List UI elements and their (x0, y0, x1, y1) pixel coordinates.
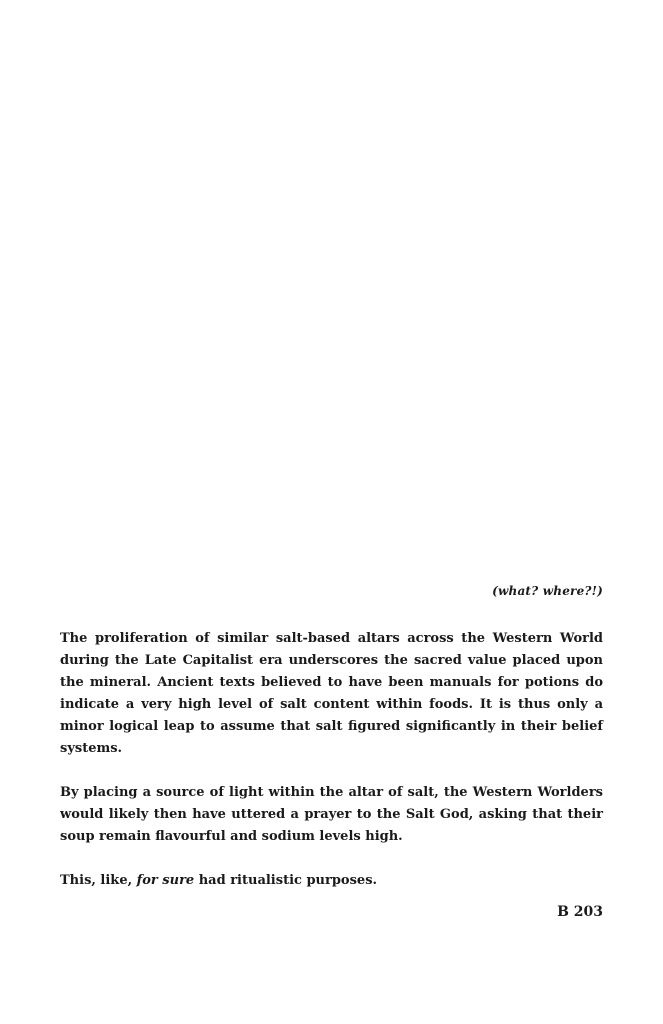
paragraph-2: By placing a source of light within the altar of salt, the Western Worlders would likely then have uttered a prayer to the Salt God, asking that their soup remain flavourful and sodium levels high. (60, 785, 603, 844)
page-number: B 203 (557, 904, 603, 920)
image-caption: (what? where?!) (492, 584, 603, 598)
paragraph-3 (60, 870, 603, 892)
closing-text-start: This, like, (60, 873, 137, 888)
closing-text-end: had ritualistic purposes. (194, 873, 378, 888)
closing-emphasis: for sure (136, 873, 195, 888)
body-text (60, 628, 603, 914)
paragraph-1: The proliferation of similar salt-based altars across the Western World during the Late Capitalist era underscores the sacred value placed upon the mineral. Ancient texts believed to have been manuals for potions do indicate a very high level of salt content within foods. It is thus only a minor logical leap to assume that salt figured significantly in their belief systems. (60, 631, 603, 756)
